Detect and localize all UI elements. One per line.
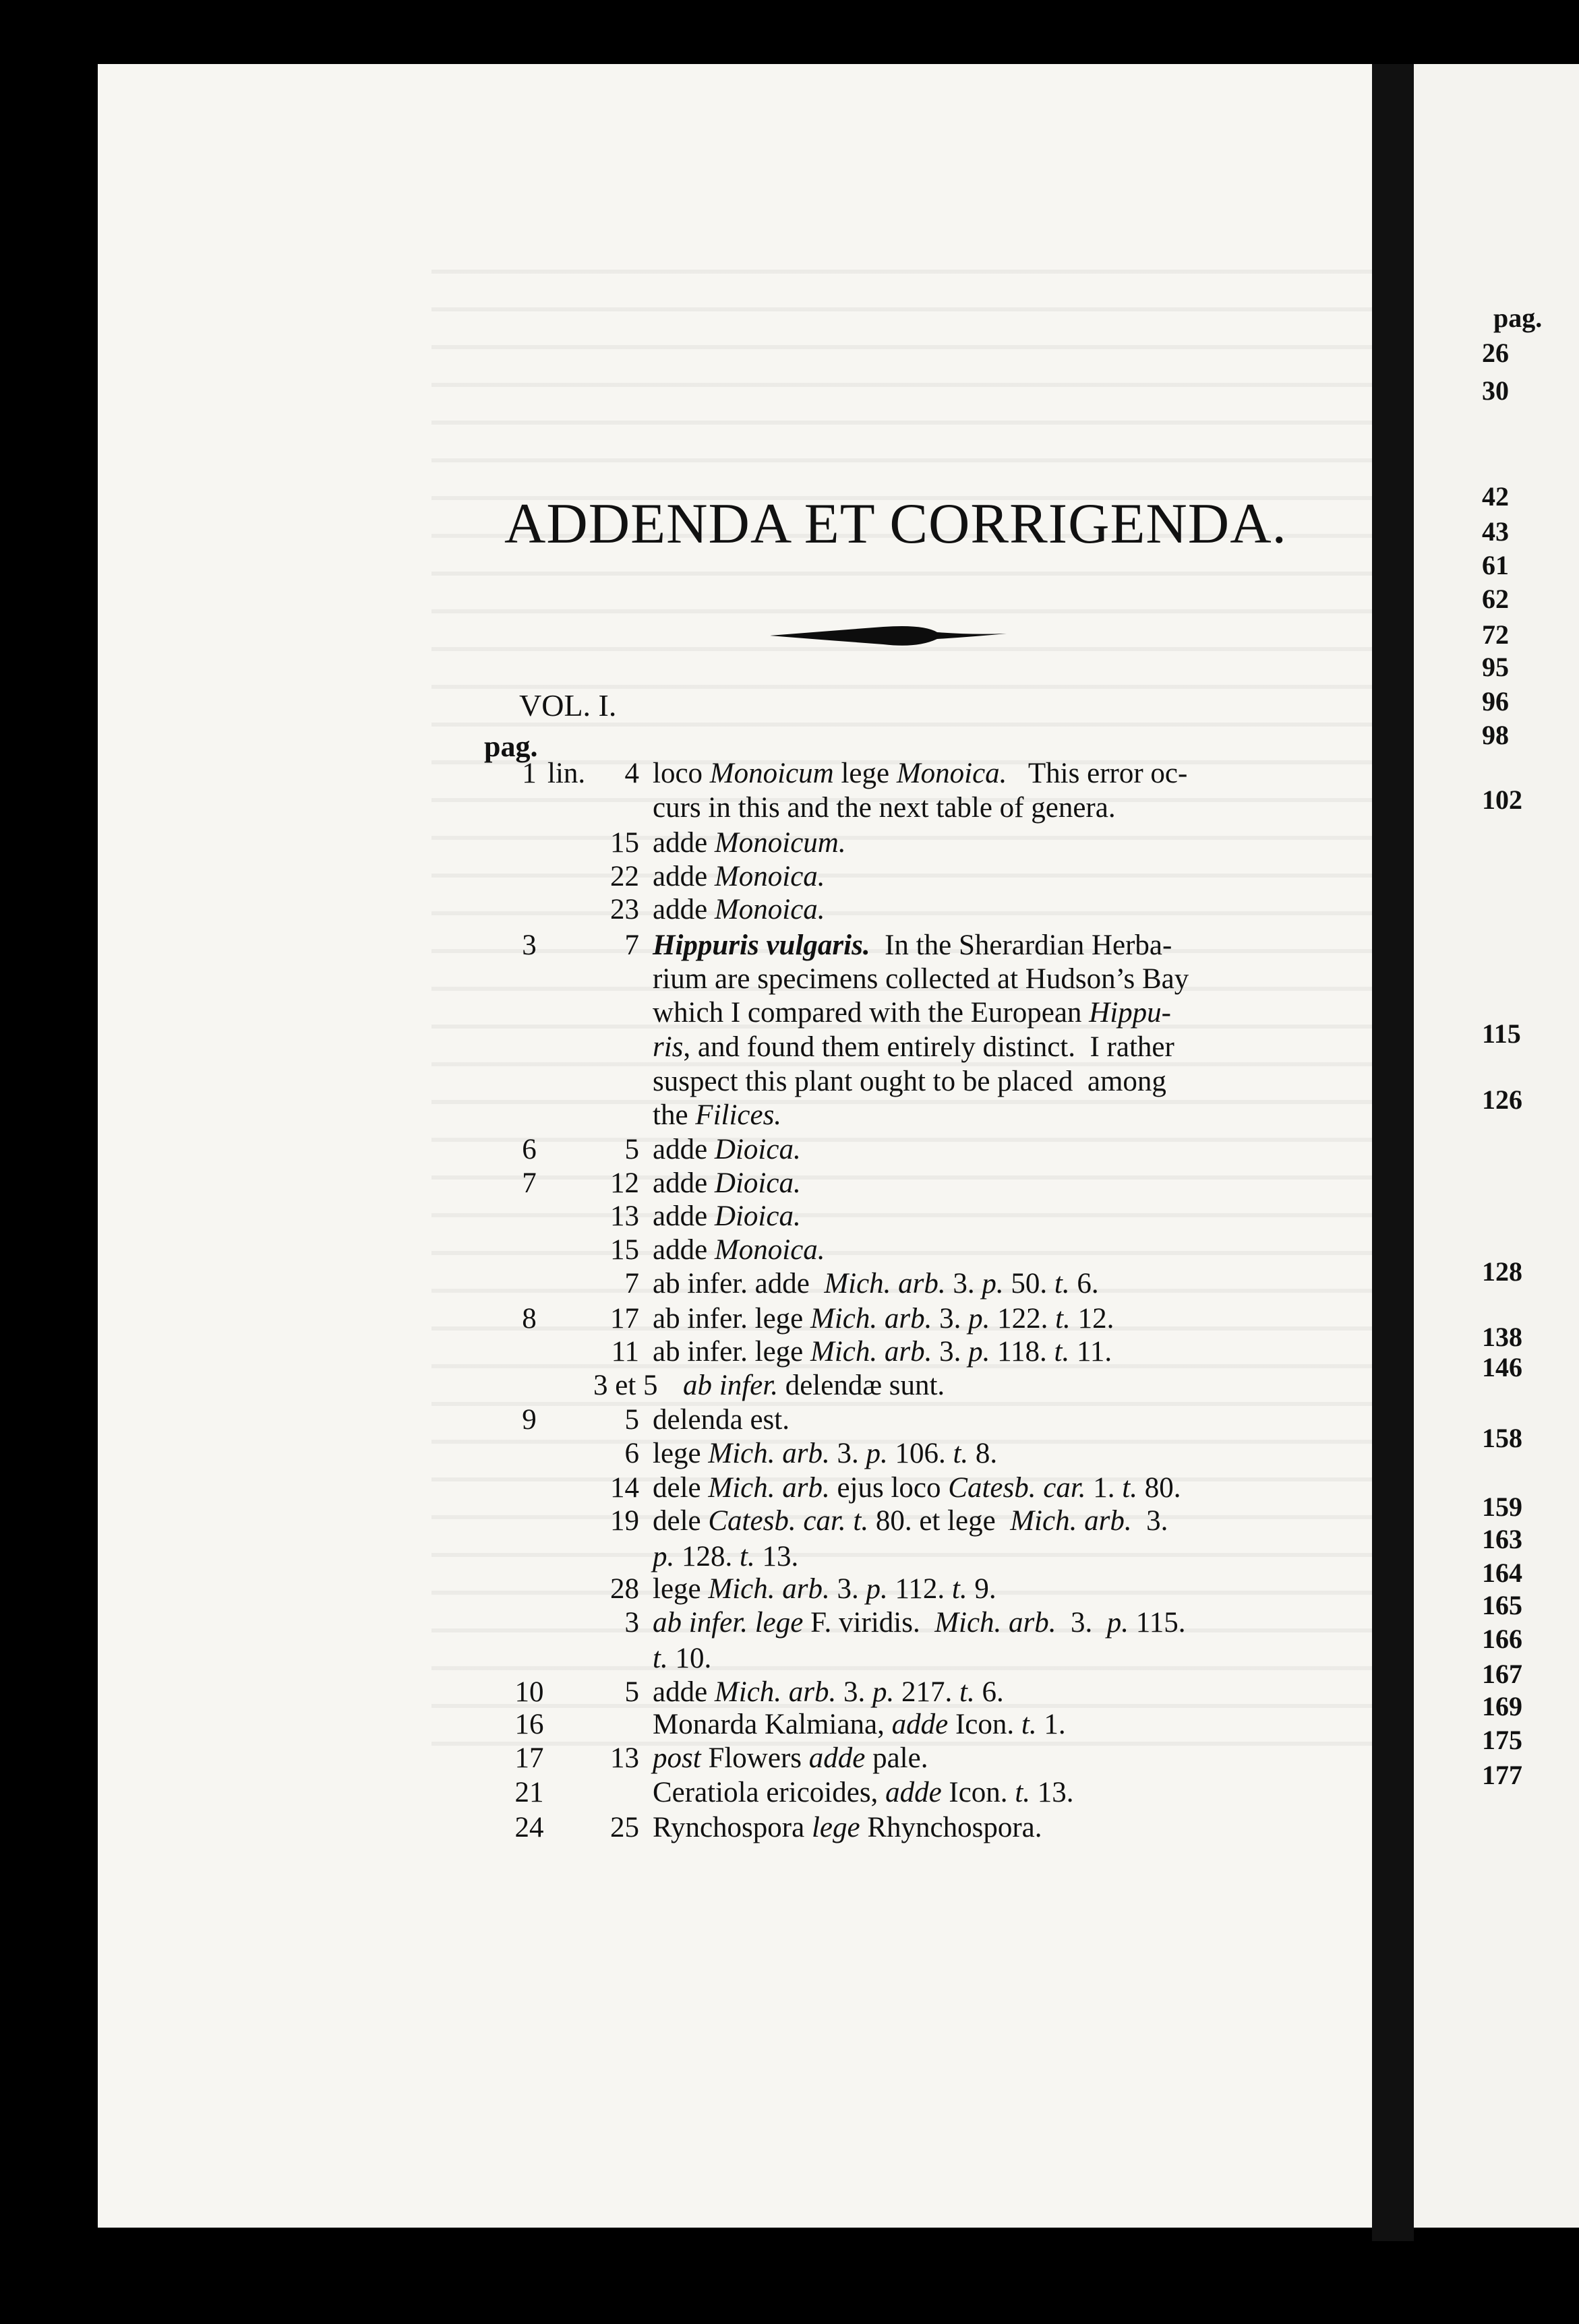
entry-text: suspect this plant ought to be placed among: [653, 1066, 1166, 1097]
facing-page-number: 30: [1482, 375, 1509, 406]
ornament-rule-icon: [769, 619, 1008, 652]
entry-text: t. 10.: [653, 1643, 712, 1674]
entry-line-number: 15: [610, 827, 639, 859]
entry-page-number: [499, 1540, 560, 1575]
entry-line-number: 13: [610, 1742, 639, 1774]
entry-page-number: 6: [522, 1134, 537, 1165]
entry-page-number: [499, 1099, 560, 1134]
entry-page-number: [499, 1335, 560, 1370]
entry-text: ris, and found them entirely distinct. I rather: [653, 1031, 1174, 1063]
entry-line-number: 17: [610, 1303, 639, 1335]
entry-text: dele Mich. arb. ejus loco Catesb. car. 1. t. 80.: [653, 1472, 1181, 1504]
entry-line-number: 3 et 5: [593, 1370, 658, 1401]
entry-text: dele Catesb. car. t. 80. et lege Mich. arb. 3.: [653, 1505, 1168, 1537]
entry-page-number: 10: [514, 1676, 544, 1708]
entry-line-number: 23: [610, 894, 639, 925]
entry-page-number: [499, 1504, 560, 1539]
entry-line-number: 28: [610, 1573, 639, 1605]
facing-page-number: 166: [1482, 1624, 1522, 1654]
entry-page-number: 8: [522, 1303, 537, 1335]
entry-page-number: [499, 1606, 560, 1641]
entry-page-number: [499, 1065, 560, 1100]
facing-page-number: 43: [1482, 516, 1509, 547]
entry-text: the Filices.: [653, 1099, 782, 1131]
entry-page-number: [499, 860, 560, 895]
entry-page-number: [499, 1233, 560, 1268]
entry-page-number: 3: [522, 929, 537, 961]
entry-text: adde Mich. arb. 3. p. 217. t. 6.: [653, 1676, 1004, 1708]
pag-column-heading: pag.: [484, 730, 538, 763]
entry-page-number: 1: [522, 758, 537, 789]
entry-text: p. 128. t. 13.: [653, 1541, 799, 1572]
facing-page-number: 165: [1482, 1590, 1522, 1620]
entry-text: adde Monoica.: [653, 861, 825, 892]
facing-page-number: 159: [1482, 1492, 1522, 1522]
entry-line-number: 25: [610, 1812, 639, 1843]
entry-line-number: 7: [624, 929, 639, 961]
entry-line-number: [574, 1540, 639, 1575]
entry-line-number: 3: [624, 1607, 639, 1639]
entry-page-number: [499, 1200, 560, 1235]
entry-page-number: [499, 1572, 560, 1608]
entry-page-number: [499, 1369, 560, 1404]
entry-line-number: [574, 962, 639, 998]
facing-page-number: 163: [1482, 1524, 1522, 1554]
facing-page-number: 115: [1482, 1018, 1521, 1049]
facing-page-number: 175: [1482, 1725, 1522, 1755]
facing-page-number: 96: [1482, 686, 1509, 716]
entry-line-number: [574, 1642, 639, 1677]
facing-page-number: 72: [1482, 619, 1509, 650]
entry-page-number: [499, 996, 560, 1031]
entry-text: loco Monoicum lege Monoica. This error oc-: [653, 758, 1188, 789]
entry-page-number: [499, 1031, 560, 1066]
entry-line-number: 5: [624, 1676, 639, 1708]
facing-page-number: 102: [1482, 785, 1522, 815]
entry-text: adde Dioica.: [653, 1200, 801, 1232]
facing-page-number: 26: [1482, 338, 1509, 368]
entry-text: ab infer. lege Mich. arb. 3. p. 122. t. 12.: [653, 1303, 1114, 1335]
facing-page-number: 128: [1482, 1256, 1522, 1287]
facing-pag-heading: pag.: [1493, 303, 1543, 333]
entry-text: delenda est.: [653, 1404, 790, 1436]
entry-text: lege Mich. arb. 3. p. 112. t. 9.: [653, 1573, 996, 1605]
entry-text: lege Mich. arb. 3. p. 106. t. 8.: [653, 1438, 998, 1469]
entry-text: ab infer. delendæ sunt.: [683, 1370, 945, 1401]
entry-text: Hippuris vulgaris. In the Sherardian Herba-: [653, 929, 1172, 961]
entry-page-number: [499, 1642, 560, 1677]
facing-page-number: 126: [1482, 1084, 1522, 1115]
entry-line-number: 6: [624, 1438, 639, 1469]
facing-page-number: 98: [1482, 720, 1509, 750]
entry-line-number: [574, 1776, 639, 1811]
entry-text: Rynchospora lege Rhynchospora.: [653, 1812, 1042, 1843]
entry-line-number: [574, 1099, 639, 1134]
facing-page-number: 61: [1482, 550, 1509, 580]
entry-page-number: [499, 791, 560, 826]
entry-line-number: 13: [610, 1200, 639, 1232]
entry-line-number: [574, 1708, 639, 1743]
entry-line-number: [574, 996, 639, 1031]
facing-page-number: 42: [1482, 481, 1509, 512]
entry-text: post Flowers adde pale.: [653, 1742, 928, 1774]
entry-line-number: 22: [610, 861, 639, 892]
entry-line-number: 7: [624, 1268, 639, 1299]
entry-page-number: 21: [514, 1777, 544, 1808]
facing-page-number: 95: [1482, 652, 1509, 682]
entry-page-number: [499, 1437, 560, 1472]
entry-page-number: 17: [514, 1742, 544, 1774]
entry-line-number: 5: [624, 1134, 639, 1165]
facing-page-number: 146: [1482, 1352, 1522, 1382]
entry-page-number: 7: [522, 1167, 537, 1199]
entry-line-number: 14: [610, 1472, 639, 1504]
entry-text: adde Monoica.: [653, 1234, 825, 1266]
entry-text: which I compared with the European Hippu-: [653, 997, 1171, 1029]
entry-text: adde Monoicum.: [653, 827, 846, 859]
book-gutter: [1372, 64, 1414, 2241]
entry-text: Monarda Kalmiana, adde Icon. t. 1.: [653, 1709, 1066, 1740]
lin-label: lin.: [547, 758, 586, 789]
entry-page-number: [499, 893, 560, 928]
facing-page-number: 62: [1482, 584, 1509, 614]
facing-page-number: 158: [1482, 1423, 1522, 1453]
entry-line-number: 19: [610, 1505, 639, 1537]
entry-line-number: [574, 1031, 639, 1066]
entry-text: ab infer. adde Mich. arb. 3. p. 50. t. 6.: [653, 1268, 1099, 1299]
entry-text: adde Dioica.: [653, 1167, 801, 1199]
entry-line-number: 5: [624, 1404, 639, 1436]
entry-line-number: [574, 791, 639, 826]
entry-page-number: [499, 1471, 560, 1506]
entry-text: rium are specimens collected at Hudson’s Bay: [653, 963, 1189, 995]
volume-heading: VOL. I.: [519, 688, 617, 723]
facing-page-number: 169: [1482, 1691, 1522, 1721]
entry-text: Ceratiola ericoides, adde Icon. t. 13.: [653, 1777, 1074, 1808]
entry-page-number: 9: [522, 1404, 537, 1436]
facing-page-number: 164: [1482, 1558, 1522, 1588]
entry-line-number: 11: [611, 1336, 639, 1368]
facing-page-number: 177: [1482, 1760, 1522, 1790]
entry-text: adde Monoica.: [653, 894, 825, 925]
entry-line-number: [574, 1065, 639, 1100]
entry-text: adde Dioica.: [653, 1134, 801, 1165]
entry-text: ab infer. lege Mich. arb. 3. p. 118. t. 11.: [653, 1336, 1112, 1368]
page-title: ADDENDA ET CORRIGENDA.: [504, 492, 1287, 555]
entry-text: ab infer. lege F. viridis. Mich. arb. 3. p. 115.: [653, 1607, 1186, 1639]
facing-page-number: 138: [1482, 1322, 1522, 1352]
entry-line-number: 15: [610, 1234, 639, 1266]
entry-text: curs in this and the next table of genera.: [653, 792, 1116, 824]
entry-page-number: 16: [514, 1709, 544, 1740]
entry-page-number: [499, 962, 560, 998]
entry-page-number: [499, 1267, 560, 1302]
entry-line-number: 4: [624, 758, 639, 789]
entry-page-number: [499, 826, 560, 861]
entry-page-number: 24: [514, 1812, 544, 1843]
entry-line-number: 12: [610, 1167, 639, 1199]
facing-page-number: 167: [1482, 1659, 1522, 1689]
